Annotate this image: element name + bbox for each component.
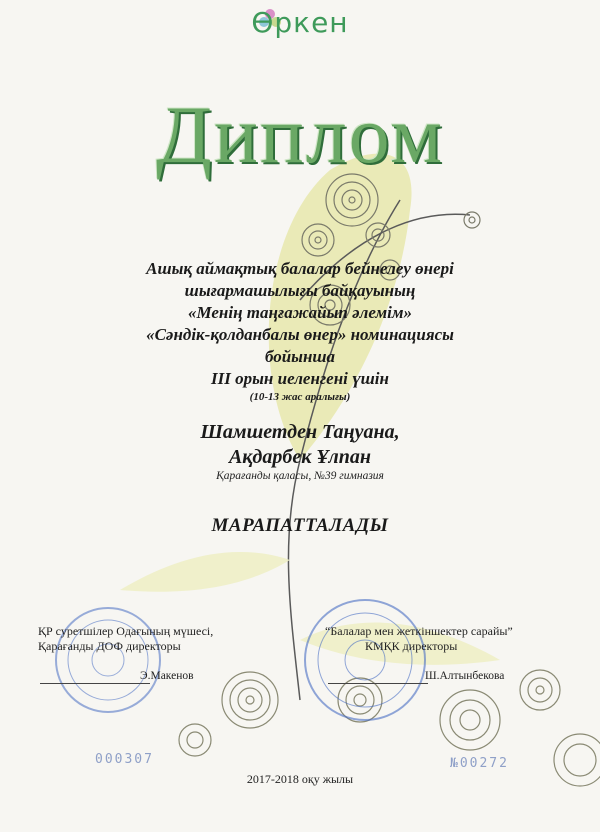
recipients (0, 420, 600, 470)
signature-left-title (38, 624, 213, 654)
logo: Өркен (251, 6, 349, 39)
signature-line (40, 683, 150, 684)
recipient-name: Шамшетден Таңуана, (200, 421, 400, 443)
lower-leaf-left (120, 552, 290, 592)
signature-left-name: Э.Макенов (140, 670, 194, 682)
signature-right-name: Ш.Алтынбекова (425, 670, 505, 682)
signature-right-title (325, 624, 513, 654)
text-line: «Менің таңғажайып әлемім» (187, 303, 413, 322)
recipient-name: Ақдарбек Ұлпан (228, 446, 372, 468)
text-line: III орын иеленгені үшін (211, 369, 389, 388)
age-group: (10-13 жас аралығы) (249, 391, 351, 403)
award-text: МАРАПАТТАЛАДЫ (211, 515, 389, 536)
text-line: шығармашылығы байқауының (184, 281, 416, 300)
diploma-text (0, 258, 600, 404)
spirals-bottom (179, 670, 600, 786)
signature-title-line: Қарағанды ДОФ директоры (38, 639, 181, 653)
academic-year: 2017-2018 оқу жылы (246, 772, 354, 786)
signature-line (328, 683, 428, 684)
text-line: бойынша (264, 347, 336, 366)
text-line: «Сәндік-қолданбалы өнер» номинациясы (146, 325, 454, 344)
serial-number-right: №00272 (450, 756, 509, 771)
signature-title-line: “Балалар мен жеткіншектер сарайы” (325, 624, 513, 638)
page-title: Диплом (156, 89, 444, 180)
text-line: Ашық аймақтық балалар бейнелеу өнері (146, 259, 454, 278)
serial-number-left: 000307 (95, 752, 154, 767)
signature-title-line: ҚР суретшілер Одағының мүшесі, (38, 624, 214, 638)
signature-title-line: КМҚК директоры (365, 639, 458, 653)
school-name: Қарағанды қаласы, №39 гимназия (216, 470, 384, 482)
